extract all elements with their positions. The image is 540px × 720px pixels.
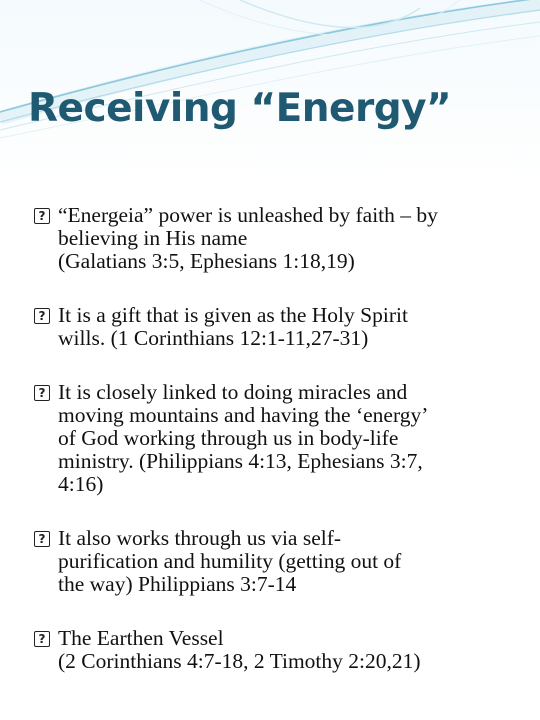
- decorative-swoosh: [0, 0, 540, 170]
- bullet-line: (2 Corinthians 4:7-18, 2 Timothy 2:20,21): [58, 649, 421, 673]
- missing-glyph-box-icon: ?: [34, 631, 50, 647]
- bullet-line: “Energeia” power is unleashed by faith – by: [58, 203, 438, 227]
- bullet-line: the way) Philippians 3:7-14: [58, 572, 297, 596]
- bullet-item: [34, 204, 514, 273]
- missing-glyph-box-icon: ?: [34, 208, 50, 224]
- bullet-list: [34, 204, 514, 704]
- bullet-item: [34, 627, 514, 673]
- bullet-line: of God working through us in body-life: [58, 426, 399, 450]
- bullet-line: purification and humility (getting out of: [58, 549, 402, 573]
- bullet-line: believing in His name: [58, 226, 248, 250]
- bullet-line: It also works through us via self-: [58, 526, 342, 550]
- bullet-line: ministry. (Philippians 4:13, Ephesians 3:7,: [58, 449, 423, 473]
- bullet-item: [34, 527, 514, 596]
- bullet-item: [34, 304, 514, 350]
- missing-glyph-box-icon: ?: [34, 385, 50, 401]
- bullet-line: (Galatians 3:5, Ephesians 1:18,19): [58, 249, 355, 273]
- missing-glyph-box-icon: ?: [34, 531, 50, 547]
- slide-title: Receiving “Energy”: [28, 86, 452, 131]
- bullet-line: It is closely linked to doing miracles and: [58, 380, 408, 404]
- missing-glyph-box-icon: ?: [34, 308, 50, 324]
- bullet-line: moving mountains and having the ‘energy’: [58, 403, 429, 427]
- bullet-line: It is a gift that is given as the Holy Spirit: [58, 303, 408, 327]
- bullet-line: wills. (1 Corinthians 12:1-11,27-31): [58, 326, 369, 350]
- bullet-item: [34, 381, 514, 496]
- bullet-line: 4:16): [58, 472, 104, 496]
- bullet-line: The Earthen Vessel: [58, 626, 224, 650]
